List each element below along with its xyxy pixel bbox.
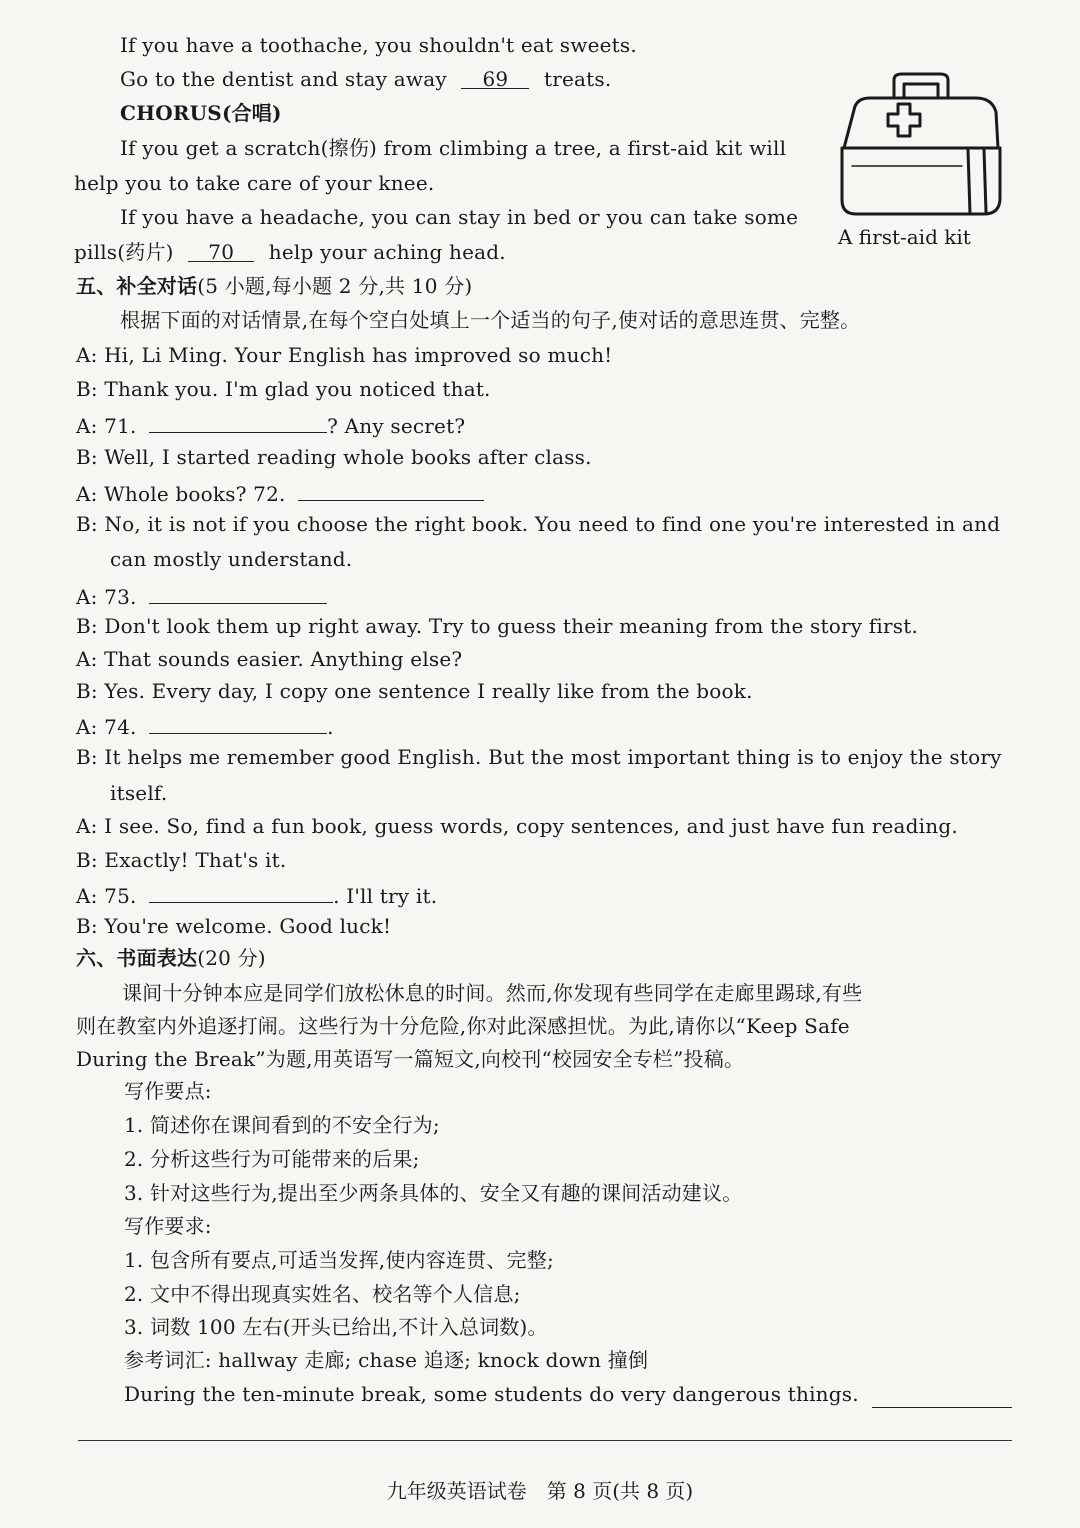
writing-prompt-line: 课间十分钟本应是同学们放松休息的时间。然而,你发现有些同学在走廊里踢球,有些: [122, 981, 863, 1005]
speaker: A:: [76, 482, 98, 506]
section5-heading: [76, 273, 472, 299]
dialogue-line: [76, 444, 592, 470]
song-scratch-2: help you to take care of your knee.: [74, 171, 435, 195]
utterance: Exactly! That's it.: [104, 848, 287, 872]
answer-blank-75[interactable]: [149, 880, 333, 903]
utterance: . I'll try it.: [333, 884, 438, 908]
song-headache-1: If you have a headache, you can stay in bed or you can take some: [120, 205, 799, 229]
dialogue-line: [76, 376, 491, 402]
speaker: B:: [76, 614, 98, 638]
dialogue-continuation: itself.: [110, 781, 168, 805]
dialogue-line: [76, 847, 286, 873]
song-headache-2-end: help your aching head.: [268, 240, 506, 264]
writing-prompt-line: During the Break”为题,用英语写一篇短文,向校刊“校园安全专栏”投稿。: [76, 1047, 745, 1071]
question-number: 71.: [104, 414, 137, 438]
writing-point: 2. 分析这些行为可能带来的后果;: [124, 1147, 420, 1171]
speaker: A:: [76, 884, 98, 908]
utterance: Thank you. I'm glad you noticed that.: [104, 377, 491, 401]
dialogue-line: [76, 410, 465, 439]
writing-point: 1. 简述你在课间看到的不安全行为;: [124, 1113, 440, 1137]
answer-blank-73[interactable]: [149, 581, 327, 604]
speaker: B:: [76, 914, 98, 938]
section6-note: (20 分): [197, 946, 266, 970]
speaker: A:: [76, 715, 98, 739]
speaker: A:: [76, 585, 98, 609]
writing-prompt-line: 则在教室内外追逐打闹。这些行为十分危险,你对此深感担忧。为此,请你以“Keep Safe: [76, 1014, 850, 1038]
answer-blank-74[interactable]: [149, 711, 327, 734]
reference-vocabulary: 参考词汇: hallway 走廊; chase 追逐; knock down 撞倒: [124, 1348, 649, 1372]
speaker: B:: [76, 445, 98, 469]
speaker: B:: [76, 848, 98, 872]
question-number: Whole books? 72.: [104, 482, 286, 506]
utterance: Well, I started reading whole books after class.: [104, 445, 592, 469]
blank-69[interactable]: 69: [461, 66, 529, 89]
speaker: A:: [76, 647, 98, 671]
question-number: 75.: [104, 884, 137, 908]
section5-title: 五、补全对话: [76, 274, 198, 298]
song-headache-2: [74, 239, 506, 265]
speaker: B:: [76, 512, 98, 536]
section5-instruction: 根据下面的对话情景,在每个空白处填上一个适当的句子,使对话的意思连贯、完整。: [120, 308, 861, 332]
utterance: That sounds easier. Anything else?: [104, 647, 463, 671]
speaker: B:: [76, 745, 98, 769]
dialogue-line: [76, 646, 462, 672]
blank-70[interactable]: 70: [188, 239, 254, 262]
section6-heading: [76, 945, 266, 971]
dialogue-line: [76, 711, 334, 740]
writing-requirement: 3. 词数 100 左右(开头已给出,不计入总词数)。: [124, 1315, 548, 1339]
writing-requirement: 2. 文中不得出现真实姓名、校名等个人信息;: [124, 1282, 521, 1306]
requirements-title: 写作要求:: [124, 1214, 212, 1238]
dialogue-line: [76, 678, 753, 704]
section6-title: 六、书面表达: [76, 946, 198, 970]
utterance: ? Any secret?: [327, 414, 466, 438]
dialogue-line: [76, 913, 391, 939]
dialogue-line: [76, 744, 1002, 770]
song-headache-2-text: pills(药片): [74, 240, 174, 264]
answer-blank-71[interactable]: [149, 410, 327, 433]
writing-requirement: 1. 包含所有要点,可适当发挥,使内容连贯、完整;: [124, 1248, 554, 1272]
utterance: .: [327, 715, 334, 739]
speaker: A:: [76, 414, 98, 438]
dialogue-line: [76, 880, 437, 909]
utterance: Don't look them up right away. Try to guess their meaning from the story first.: [104, 614, 919, 638]
writing-point: 3. 针对这些行为,提出至少两条具体的、安全又有趣的课间活动建议。: [124, 1181, 743, 1205]
utterance: Yes. Every day, I copy one sentence I really like from the book.: [104, 679, 753, 703]
speaker: A:: [76, 343, 98, 367]
kit-caption: A first-aid kit: [838, 225, 971, 249]
question-number: 73.: [104, 585, 137, 609]
utterance: I see. So, find a fun book, guess words, copy sentences, and just have fun reading.: [104, 814, 958, 838]
dialogue-line: [76, 478, 484, 507]
song-scratch-1: If you get a scratch(擦伤) from climbing a tree, a first-aid kit will: [120, 136, 787, 160]
dialogue-line: [76, 613, 918, 639]
first-aid-kit-icon: [836, 70, 1006, 220]
song-line-2-end: treats.: [543, 67, 612, 91]
dialogue-continuation: can mostly understand.: [110, 547, 353, 571]
utterance: It helps me remember good English. But the most important thing is to enjoy the story: [104, 745, 1002, 769]
page-footer: 九年级英语试卷 第 8 页(共 8 页): [386, 1479, 694, 1503]
speaker: B:: [76, 377, 98, 401]
speaker: B:: [76, 679, 98, 703]
utterance: No, it is not if you choose the right book. You need to find one you're interested in and: [104, 512, 1001, 536]
dialogue-line: [76, 581, 327, 610]
section5-note: (5 小题,每小题 2 分,共 10 分): [197, 274, 473, 298]
chorus-label: CHORUS(合唱): [120, 101, 282, 125]
essay-writing-blank[interactable]: [872, 1385, 1012, 1408]
song-line-2: [120, 66, 611, 92]
dialogue-line: [76, 511, 1000, 537]
dialogue-line: [76, 342, 612, 368]
dialogue-line: [76, 813, 958, 839]
utterance: You're welcome. Good luck!: [104, 914, 392, 938]
song-line-2-text: Go to the dentist and stay away: [120, 67, 447, 91]
footer-divider: [78, 1440, 1012, 1441]
answer-blank-72[interactable]: [298, 478, 484, 501]
utterance: Hi, Li Ming. Your English has improved so much!: [104, 343, 613, 367]
speaker: A:: [76, 814, 98, 838]
points-title: 写作要点:: [124, 1079, 212, 1103]
song-line-1: If you have a toothache, you shouldn't eat sweets.: [120, 33, 637, 57]
question-number: 74.: [104, 715, 137, 739]
essay-opening: During the ten-minute break, some students do very dangerous things.: [124, 1382, 859, 1406]
